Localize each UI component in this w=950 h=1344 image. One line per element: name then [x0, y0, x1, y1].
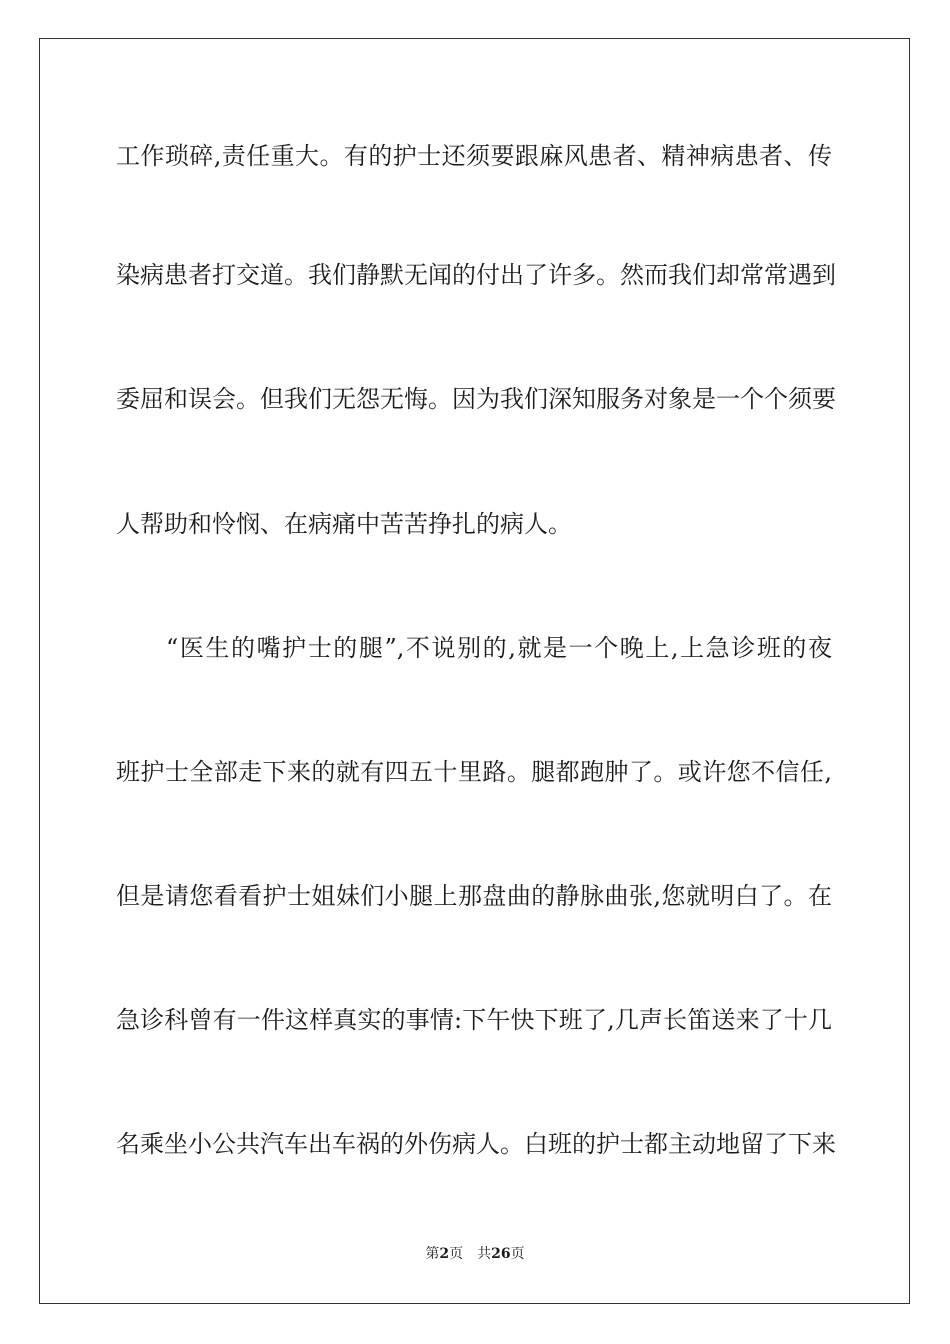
body-line-8: 急诊科曾有一件这样真实的事情:下午快下班了,几声长笛送来了十几 — [116, 1006, 832, 1034]
body-line-2: 染病患者打交道。我们静默无闻的付出了许多。然而我们却常常遇到 — [116, 261, 836, 289]
total-suffix: 页 — [510, 1246, 525, 1262]
page-suffix: 页 — [449, 1246, 464, 1262]
body-line-4: 人帮助和怜悯、在病痛中苦苦挣扎的病人。 — [116, 510, 572, 538]
total-prefix: 共 — [477, 1246, 492, 1262]
page-prefix: 第 — [425, 1246, 440, 1262]
body-line-9: 名乘坐小公共汽车出车祸的外伤病人。白班的护士都主动地留了下来 — [116, 1130, 836, 1158]
page-number: 2 — [439, 1246, 450, 1262]
body-line-6: 班护士全部走下来的就有四五十里路。腿都跑肿了。或许您不信任, — [116, 758, 832, 786]
page-border — [39, 38, 910, 1304]
body-line-5: “医生的嘴护士的腿”,不说别的,就是一个晚上,上急诊班的夜 — [166, 634, 832, 662]
body-line-1: 工作琐碎,责任重大。有的护士还须要跟麻风患者、精神病患者、传 — [116, 142, 832, 170]
body-line-3: 委屈和误会。但我们无怨无悔。因为我们深知服务对象是一个个须要 — [116, 385, 836, 413]
body-line-7: 但是请您看看护士姐妹们小腿上那盘曲的静脉曲张,您就明白了。在 — [116, 882, 832, 910]
total-pages: 26 — [491, 1246, 511, 1262]
page-footer — [0, 1244, 950, 1264]
